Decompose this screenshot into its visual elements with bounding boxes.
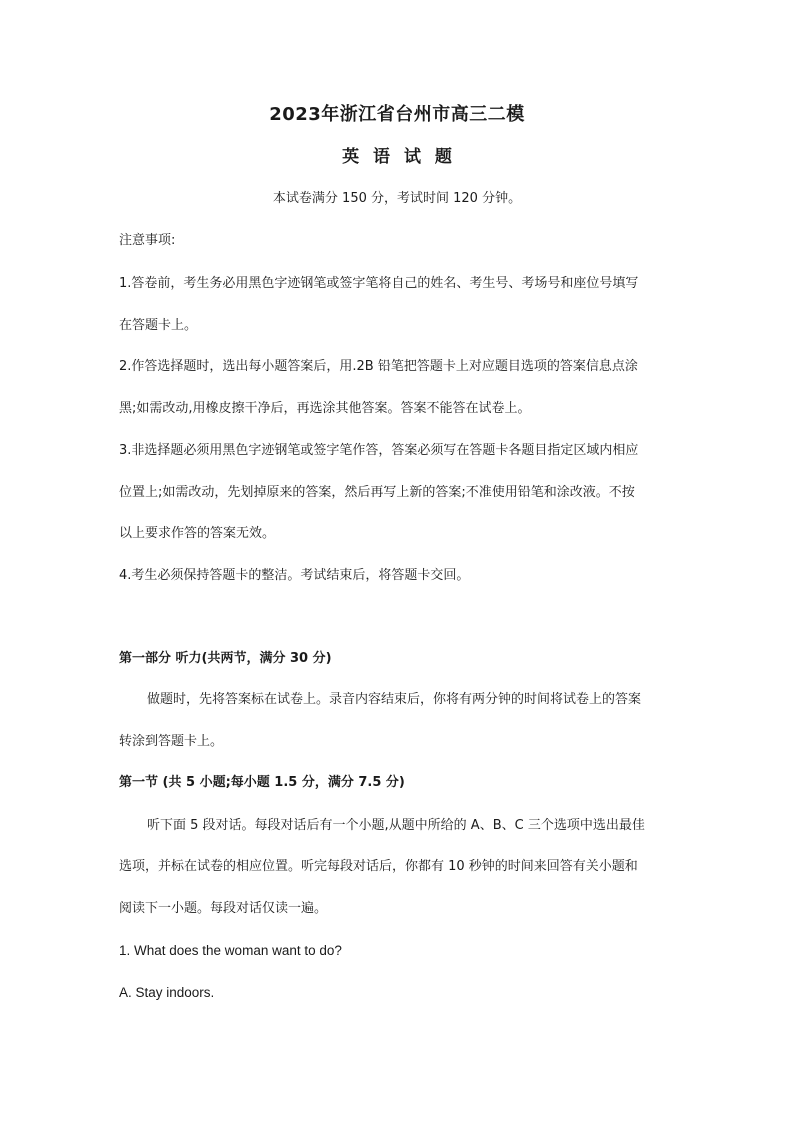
section1-line: 选项，并标在试卷的相应位置。听完每段对话后，你都有 10 秒钟的时间来回答有关小题和 [119, 859, 638, 874]
subject-char: 题 [434, 147, 452, 167]
exam-title: 2023年浙江省台州市高三二模 [269, 104, 525, 125]
notes-line: 2.作答选择题时，选出每小题答案后，用.2B 铅笔把答题卡上对应题目选项的答案信息点涂 [119, 359, 638, 374]
notes-line: 位置上;如需改动，先划掉原来的答案，然后再写上新的答案;不准使用铅笔和涂改液。不按 [119, 485, 635, 500]
part1-heading: 第一部分 听力(共两节，满分 30 分) [119, 651, 332, 666]
part1-intro-line: 转涂到答题卡上。 [119, 734, 224, 749]
notes-line: 3.非选择题必须用黑色字迹钢笔或签字笔作答，答案必须写在答题卡各题目指定区域内相应 [119, 443, 639, 458]
part1-intro-line: 做题时，先将答案标在试卷上。录音内容结束后，你将有两分钟的时间将试卷上的答案 [147, 692, 642, 707]
notes-heading: 注意事项: [119, 233, 176, 248]
question-1-option-a: A. Stay indoors. [119, 985, 215, 1000]
notes-line: 以上要求作答的答案无效。 [119, 526, 276, 541]
subject-char: 语 [373, 147, 391, 167]
notes-line: 4.考生必须保持答题卡的整洁。考试结束后，将答题卡交回。 [119, 568, 470, 583]
section1-line: 阅读下一小题。每段对话仅读一遍。 [119, 901, 328, 916]
subject-title [0, 147, 794, 167]
notes-line: 黑;如需改动,用橡皮擦干净后，再选涂其他答案。答案不能答在试卷上。 [119, 401, 531, 416]
exam-info: 本试卷满分 150 分，考试时间 120 分钟。 [272, 191, 522, 206]
subject-char: 试 [403, 147, 421, 167]
subject-char: 英 [342, 147, 360, 167]
question-1: 1. What does the woman want to do? [119, 943, 342, 958]
notes-line: 1.答卷前，考生务必用黑色字迹钢笔或签字笔将自己的姓名、考生号、考场号和座位号填写 [119, 276, 639, 291]
notes-line: 在答题卡上。 [119, 318, 198, 333]
section1-line: 听下面 5 段对话。每段对话后有一个小题,从题中所给的 A、B、C 三个选项中选出最佳 [147, 818, 645, 833]
section1-heading: 第一节 (共 5 小题;每小题 1.5 分，满分 7.5 分) [119, 775, 405, 790]
